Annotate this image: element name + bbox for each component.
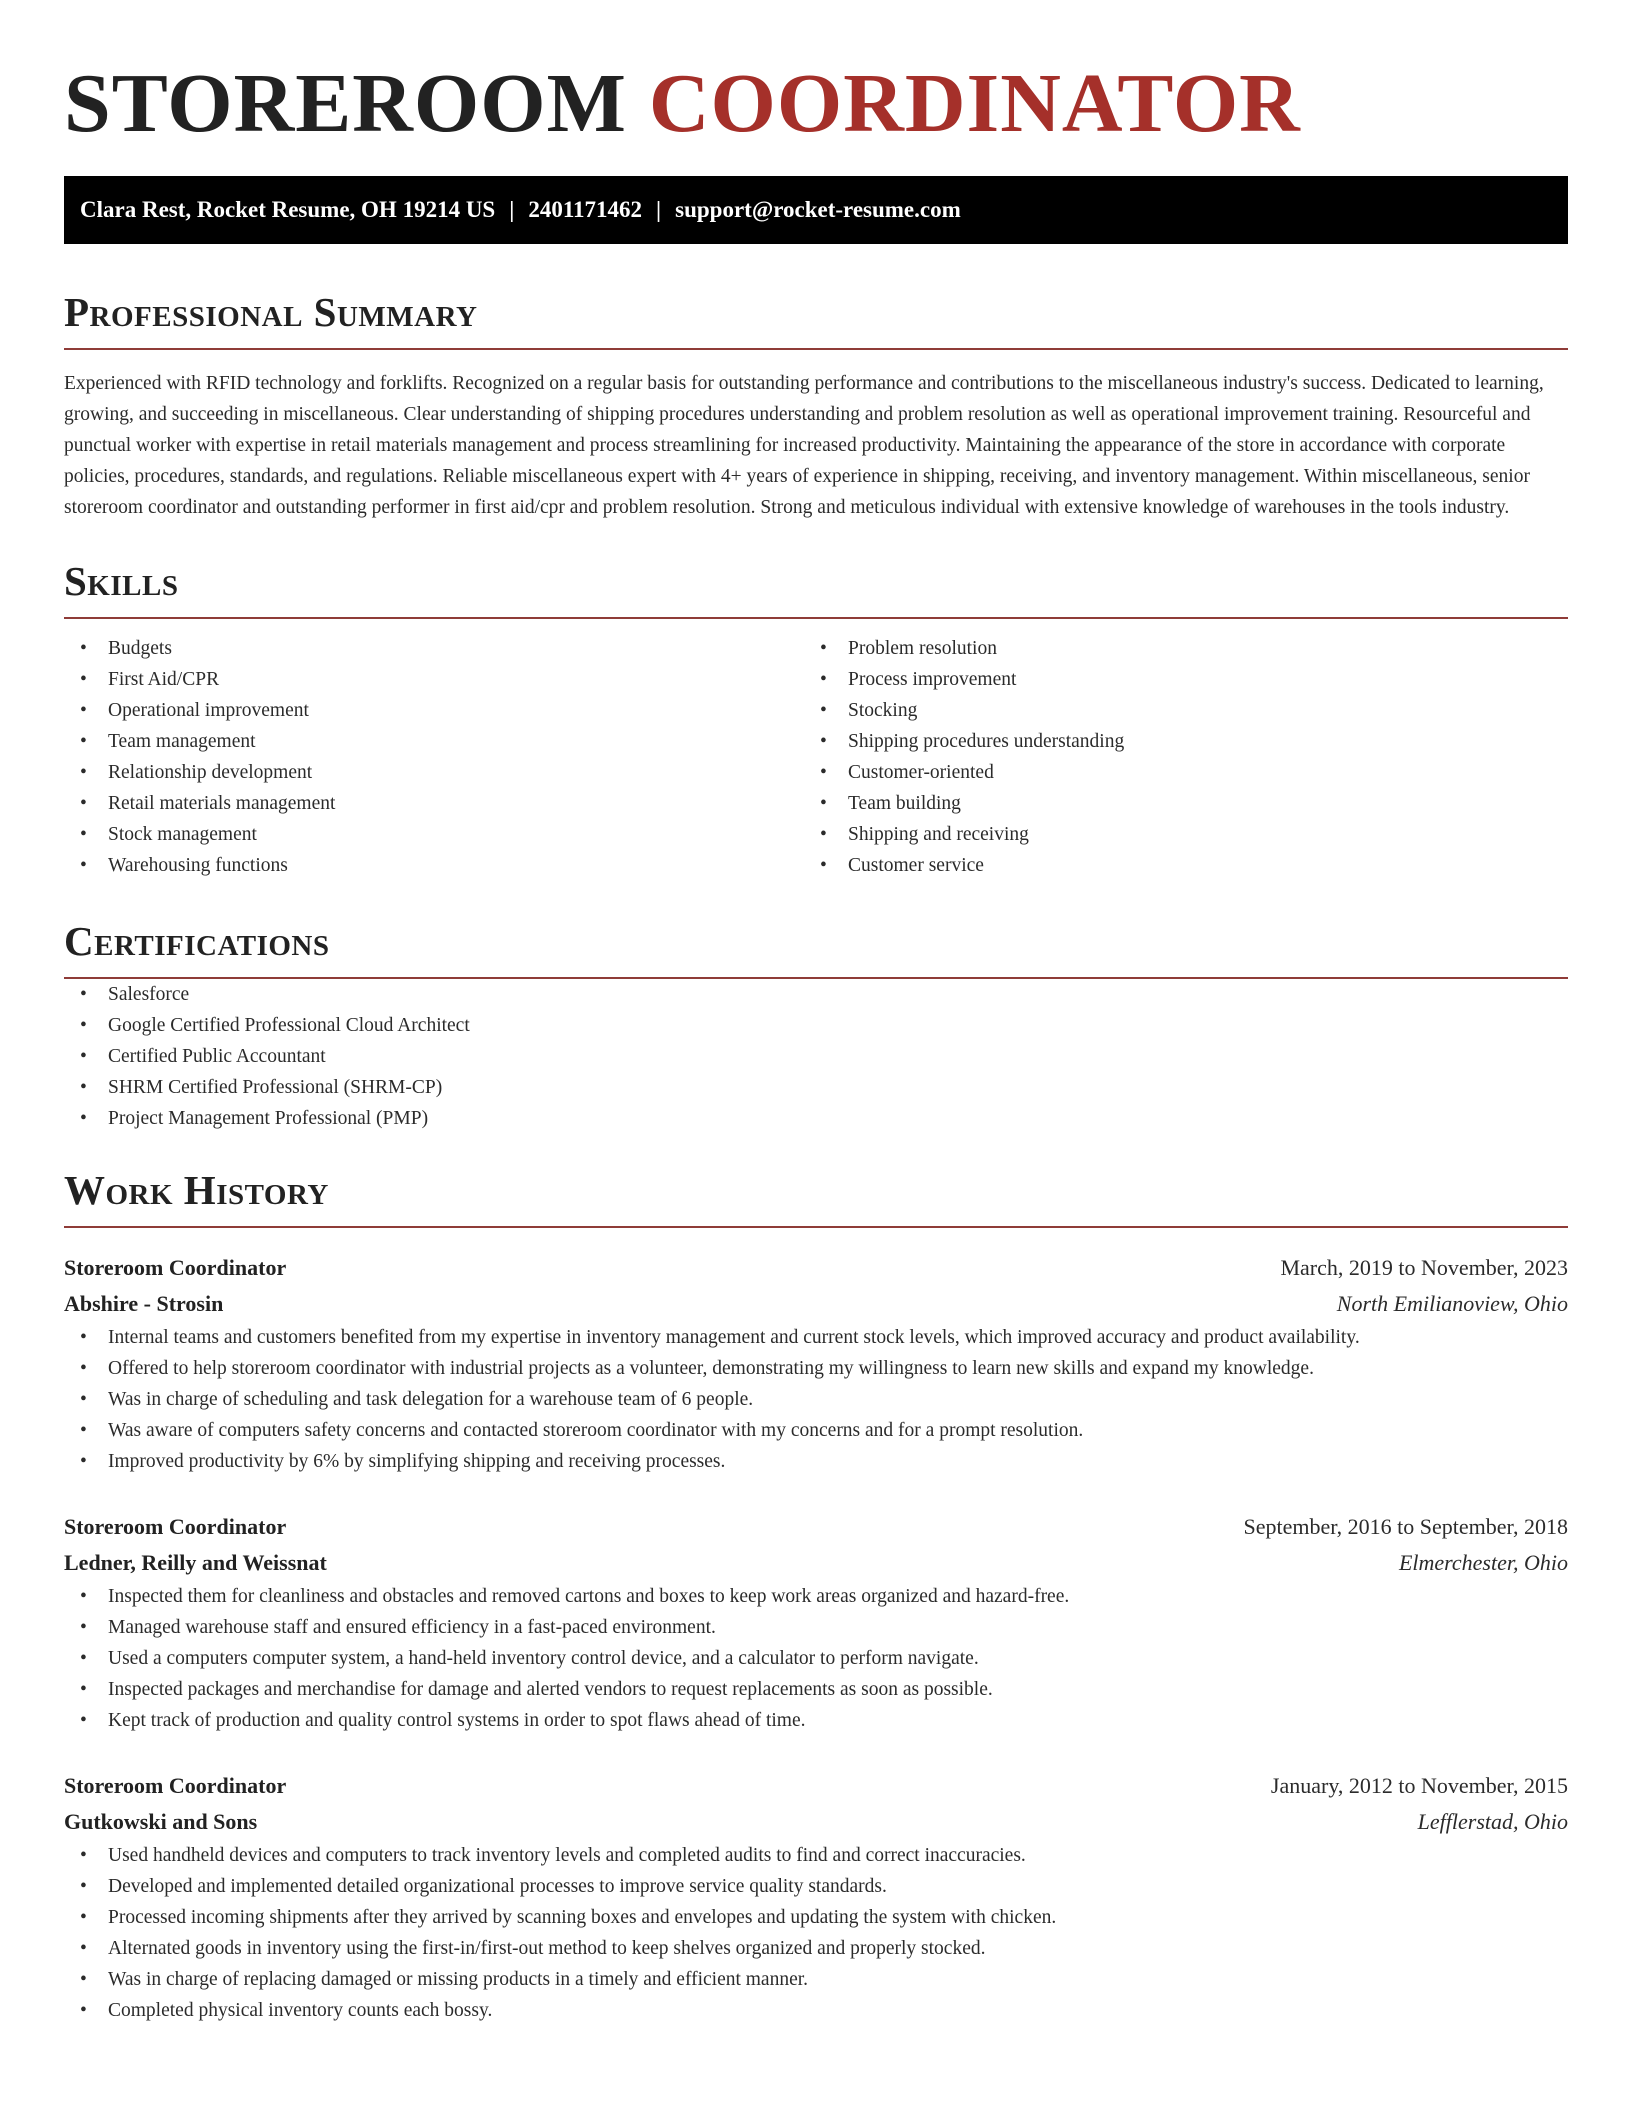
job-company: Ledner, Reilly and Weissnat bbox=[64, 1550, 327, 1575]
job-duty: • Used a computers computer system, a hand-held inventory control device, and a calculator to perform navigate. bbox=[64, 1643, 1568, 1674]
skill-item: • First Aid/CPR bbox=[64, 664, 804, 695]
skill-item: • Shipping procedures understanding bbox=[804, 726, 1544, 757]
certifications-list bbox=[64, 979, 1568, 1134]
job-duty: • Completed physical inventory counts each bossy. bbox=[64, 1995, 1568, 2026]
job-duty: • Managed warehouse staff and ensured efficiency in a fast-paced environment. bbox=[64, 1612, 1568, 1643]
certification-item: • Certified Public Accountant bbox=[64, 1041, 1568, 1072]
skill-item: • Stocking bbox=[804, 695, 1544, 726]
job-duty: • Internal teams and customers benefited from my expertise in inventory management and current stock levels, which improved accuracy and product availability. bbox=[64, 1322, 1568, 1353]
job-duty: • Kept track of production and quality control systems in order to spot flaws ahead of time. bbox=[64, 1705, 1568, 1736]
job-location: North Emilianoview, Ohio bbox=[1336, 1291, 1568, 1316]
job-title: Storeroom Coordinator bbox=[64, 1514, 287, 1539]
skill-item: • Customer-oriented bbox=[804, 757, 1544, 788]
job-location: Elmerchester, Ohio bbox=[1398, 1550, 1568, 1575]
skills-columns bbox=[64, 633, 1568, 881]
job-entry bbox=[64, 1768, 1568, 2026]
page-title bbox=[64, 0, 1568, 154]
contact-separator: | bbox=[656, 197, 662, 222]
job-duty: • Improved productivity by 6% by simplifying shipping and receiving processes. bbox=[64, 1446, 1568, 1477]
job-duties-list bbox=[64, 1322, 1568, 1477]
job-duty: • Was in charge of scheduling and task delegation for a warehouse team of 6 people. bbox=[64, 1384, 1568, 1415]
job-dates: January, 2012 to November, 2015 bbox=[1270, 1773, 1568, 1798]
section-divider bbox=[64, 617, 1568, 619]
job-dates: September, 2016 to September, 2018 bbox=[1243, 1514, 1568, 1539]
skill-item: • Stock management bbox=[64, 819, 804, 850]
skill-item: • Customer service bbox=[804, 850, 1544, 881]
skill-item: • Warehousing functions bbox=[64, 850, 804, 881]
job-title: Storeroom Coordinator bbox=[64, 1255, 287, 1280]
job-duty: • Used handheld devices and computers to track inventory levels and completed audits to find and correct inaccuracies. bbox=[64, 1840, 1568, 1871]
work-history-heading: Work History bbox=[64, 1167, 329, 1213]
certifications-heading: Certifications bbox=[64, 918, 330, 964]
job-duty: • Inspected them for cleanliness and obstacles and removed cartons and boxes to keep work areas organized and hazard-free. bbox=[64, 1581, 1568, 1612]
contact-email[interactable]: support@rocket-resume.com bbox=[675, 197, 961, 222]
skill-item: • Process improvement bbox=[804, 664, 1544, 695]
job-duty: • Processed incoming shipments after they arrived by scanning boxes and envelopes and updating the system with chicken. bbox=[64, 1902, 1568, 1933]
skills-list-right bbox=[804, 633, 1544, 881]
skill-item: • Operational improvement bbox=[64, 695, 804, 726]
skill-item: • Shipping and receiving bbox=[804, 819, 1544, 850]
job-duty: • Offered to help storeroom coordinator with industrial projects as a volunteer, demonstrating my willingness to learn new skills and expand my knowledge. bbox=[64, 1353, 1568, 1384]
certification-item: • Project Management Professional (PMP) bbox=[64, 1103, 1568, 1134]
certification-item: • Salesforce bbox=[64, 979, 1568, 1010]
job-dates: March, 2019 to November, 2023 bbox=[1280, 1255, 1568, 1280]
job-header-row bbox=[64, 1250, 1568, 1286]
skill-item: • Relationship development bbox=[64, 757, 804, 788]
job-duty: • Alternated goods in inventory using the first-in/first-out method to keep shelves organized and properly stocked. bbox=[64, 1933, 1568, 1964]
certification-item: • SHRM Certified Professional (SHRM-CP) bbox=[64, 1072, 1568, 1103]
job-company: Abshire - Strosin bbox=[64, 1291, 224, 1316]
summary-heading: Professional Summary bbox=[64, 289, 478, 335]
job-entry bbox=[64, 1250, 1568, 1477]
contact-address: Clara Rest, Rocket Resume, OH 19214 US bbox=[80, 197, 496, 222]
job-location: Lefflerstad, Ohio bbox=[1417, 1809, 1568, 1834]
skill-item: • Team management bbox=[64, 726, 804, 757]
resume-page bbox=[64, 0, 1568, 2026]
job-duty: • Was in charge of replacing damaged or missing products in a timely and efficient manner. bbox=[64, 1964, 1568, 1995]
job-title: Storeroom Coordinator bbox=[64, 1773, 287, 1798]
job-entry bbox=[64, 1509, 1568, 1736]
contact-separator: | bbox=[509, 197, 515, 222]
contact-phone[interactable]: 2401171462 bbox=[528, 197, 643, 222]
job-duty: • Was aware of computers safety concerns and contacted storeroom coordinator with my concerns and for a prompt resolution. bbox=[64, 1415, 1568, 1446]
title-primary: STOREROOM bbox=[64, 57, 627, 150]
skill-item: • Budgets bbox=[64, 633, 804, 664]
job-header-row bbox=[64, 1509, 1568, 1545]
section-divider bbox=[64, 348, 1568, 350]
skills-heading: Skills bbox=[64, 558, 179, 604]
job-duties-list bbox=[64, 1840, 1568, 2026]
job-header-row bbox=[64, 1768, 1568, 1804]
job-duty: • Developed and implemented detailed organizational processes to improve service quality standards. bbox=[64, 1871, 1568, 1902]
title-accent: COORDINATOR bbox=[648, 57, 1301, 150]
section-divider bbox=[64, 1226, 1568, 1228]
skills-list-left bbox=[64, 633, 804, 881]
job-company-row bbox=[64, 1545, 1568, 1581]
skill-item: • Problem resolution bbox=[804, 633, 1544, 664]
job-duties-list bbox=[64, 1581, 1568, 1736]
job-company-row bbox=[64, 1286, 1568, 1322]
summary-text: Experienced with RFID technology and forklifts. Recognized on a regular basis for outstanding performance and contributions to the miscellaneous industry's success. Dedicated to learning, growing, and succeeding in miscellaneous. Clear understanding of shipping procedures understanding and problem resolution as well as operational improvement training. Resourceful and punctual worker with expertise in retail materials management and process streamlining for increased productivity. Maintaining the appearance of the store in accordance with corporate policies, procedures, standards, and regulations. Reliable miscellaneous expert with 4+ years of experience in shipping, receiving, and inventory management. Within miscellaneous, senior storeroom coordinator and outstanding performer in first aid/cpr and problem resolution. Strong and meticulous individual with extensive knowledge of warehouses in the tools industry. bbox=[64, 373, 1544, 518]
contact-bar bbox=[64, 176, 1568, 244]
job-duty: • Inspected packages and merchandise for damage and alerted vendors to request replacements as soon as possible. bbox=[64, 1674, 1568, 1705]
skill-item: • Team building bbox=[804, 788, 1544, 819]
job-company-row bbox=[64, 1804, 1568, 1840]
skill-item: • Retail materials management bbox=[64, 788, 804, 819]
certification-item: • Google Certified Professional Cloud Architect bbox=[64, 1010, 1568, 1041]
job-company: Gutkowski and Sons bbox=[64, 1809, 258, 1834]
